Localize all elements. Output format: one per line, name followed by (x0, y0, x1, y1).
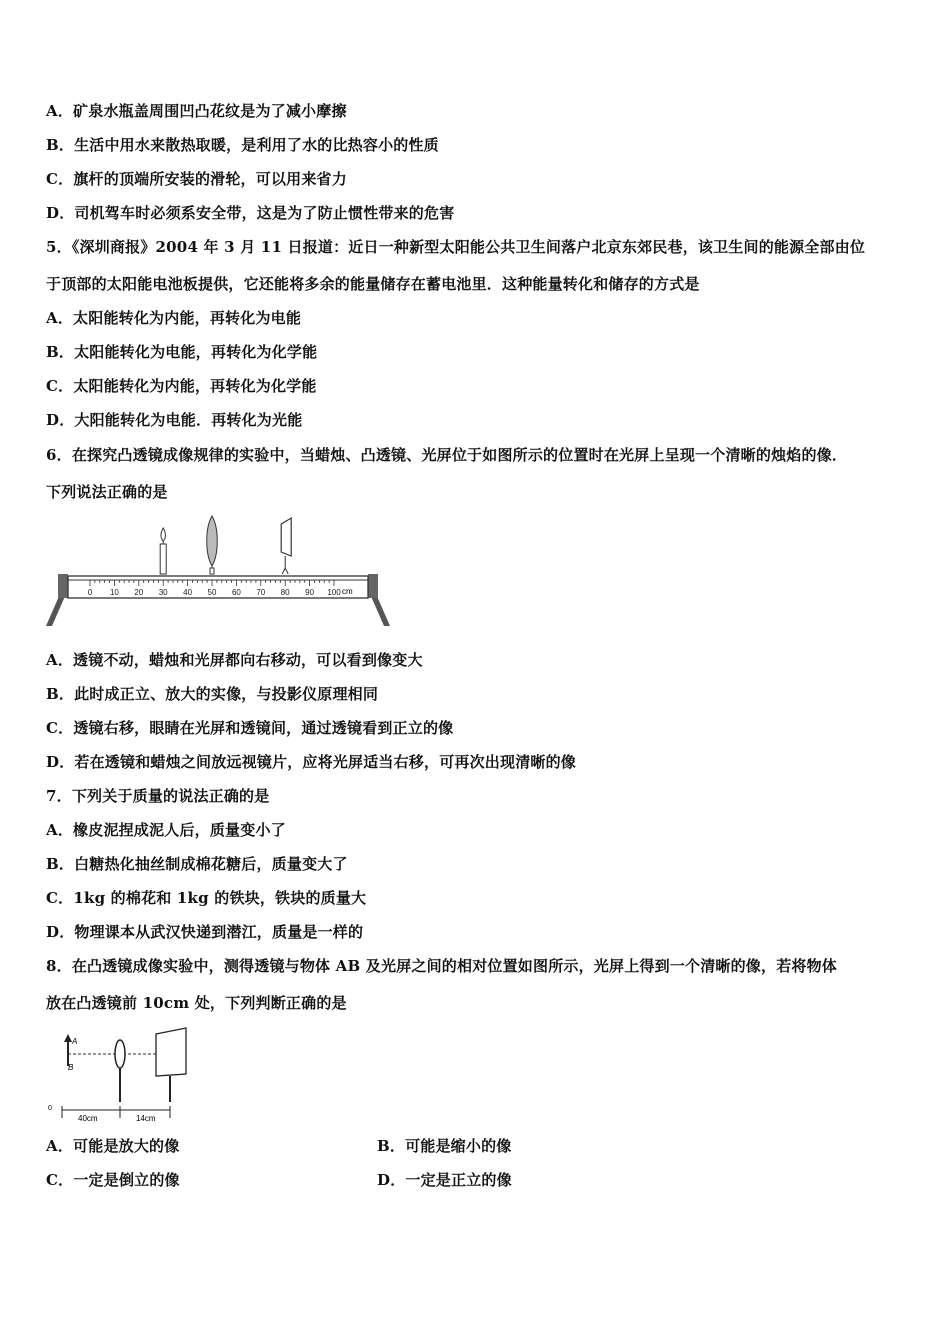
bench-left-leg (46, 594, 66, 626)
ruler-tick-label: 90 (305, 588, 315, 597)
ruler-tick-label: 100 (327, 588, 341, 597)
label-origin: 0 (48, 1105, 52, 1112)
q6-option-a: A．透镜不动，蜡烛和光屏都向右移动，可以看到像变大 (46, 651, 423, 669)
q7-option-a: A．橡皮泥捏成泥人后，质量变小了 (46, 821, 286, 839)
label-40cm: 40cm (78, 1114, 98, 1123)
convex-lens (207, 516, 218, 574)
q8-stem-line2: 放在凸透镜前 10cm 处，下列判断正确的是 (46, 994, 347, 1012)
q5-stem-line1: 5．《深圳商报》2004 年 3 月 11 日报道：近日一种新型太阳能公共卫生间落户北京东郊民巷，该卫生间的能源全部由位 (46, 238, 866, 256)
q6-option-c: C．透镜右移，眼睛在光屏和透镜间，通过透镜看到正立的像 (46, 719, 454, 737)
q6-stem-line1: 6．在探究凸透镜成像规律的实验中，当蜡烛、凸透镜、光屏位于如图所示的位置时在光屏上呈现一个清晰的烛焰的像． (46, 446, 848, 464)
q4-option-c: C．旗杆的顶端所安装的滑轮，可以用来省力 (46, 170, 347, 188)
ruler-tick-label: 30 (158, 588, 168, 597)
candle (160, 528, 166, 574)
ruler-tick-label: 40 (183, 588, 193, 597)
ruler-tick-label: 80 (280, 588, 290, 597)
label-14cm: 14cm (136, 1114, 156, 1123)
label-a: A (72, 1037, 78, 1046)
ruler-tick-label: 10 (109, 588, 119, 597)
q7-option-c: C．1kg 的棉花和 1kg 的铁块，铁块的质量大 (46, 889, 367, 907)
bench-right-leg (370, 594, 390, 626)
object-ab-arrow (64, 1034, 72, 1066)
q4-option-d: D．司机驾车时必须系安全带，这是为了防止惯性带来的危害 (46, 204, 455, 222)
bench-right-end (368, 574, 378, 598)
q5-option-d: D．大阳能转化为电能．再转化为光能 (46, 411, 303, 429)
q7-stem: 7．下列关于质量的说法正确的是 (46, 787, 270, 805)
lens-with-stand (115, 1040, 125, 1102)
ruler-tick-label: 0 (87, 588, 93, 597)
q7-option-d: D．物理课本从武汉快递到潜江，质量是一样的 (46, 923, 364, 941)
q8-option-c: C．一定是倒立的像 (46, 1171, 180, 1189)
q6-stem-line2: 下列说法正确的是 (46, 483, 168, 501)
q8-option-b: B．可能是缩小的像 (377, 1137, 512, 1155)
label-b: B (68, 1063, 74, 1072)
q6-option-b: B．此时成正立、放大的实像，与投影仪原理相同 (46, 685, 379, 703)
q8-option-a: A．可能是放大的像 (46, 1137, 180, 1155)
bench-left-end (58, 574, 68, 598)
q5-option-c: C．太阳能转化为内能，再转化为化学能 (46, 377, 317, 395)
ruler-unit-label: cm (342, 587, 353, 596)
light-screen (281, 518, 291, 574)
ruler-tick-label: 20 (134, 588, 144, 597)
q4-option-b: B．生活中用水来散热取暖，是利用了水的比热容小的性质 (46, 136, 439, 154)
ruler-tick-label: 60 (231, 588, 241, 597)
lens-distance-figure (44, 1026, 214, 1126)
q8-option-d: D．一定是正立的像 (377, 1171, 512, 1189)
q5-option-a: A．太阳能转化为内能，再转化为电能 (46, 309, 302, 327)
q5-stem-line2: 于顶部的太阳能电池板提供，它还能将多余的能量储存在蓄电池里．这种能量转化和储存的方式是 (46, 275, 700, 293)
q6-option-d: D．若在透镜和蜡烛之间放远视镜片，应将光屏适当右移，可再次出现清晰的像 (46, 753, 577, 771)
q8-stem-line1: 8．在凸透镜成像实验中，测得透镜与物体 AB 及光屏之间的相对位置如图所示，光屏上得到一个清晰的像，若将物体 (46, 957, 838, 975)
screen-with-stand (156, 1028, 186, 1102)
q7-option-b: B．白糖热化抽丝制成棉花糖后，质量变大了 (46, 855, 348, 873)
q5-option-b: B．太阳能转化为电能，再转化为化学能 (46, 343, 318, 361)
optical-bench-figure (44, 510, 394, 630)
ruler-tick-label: 50 (207, 588, 217, 597)
ruler-tick-label: 70 (256, 588, 266, 597)
q4-option-a: A．矿泉水瓶盖周围凹凸花纹是为了减小摩擦 (46, 102, 347, 120)
